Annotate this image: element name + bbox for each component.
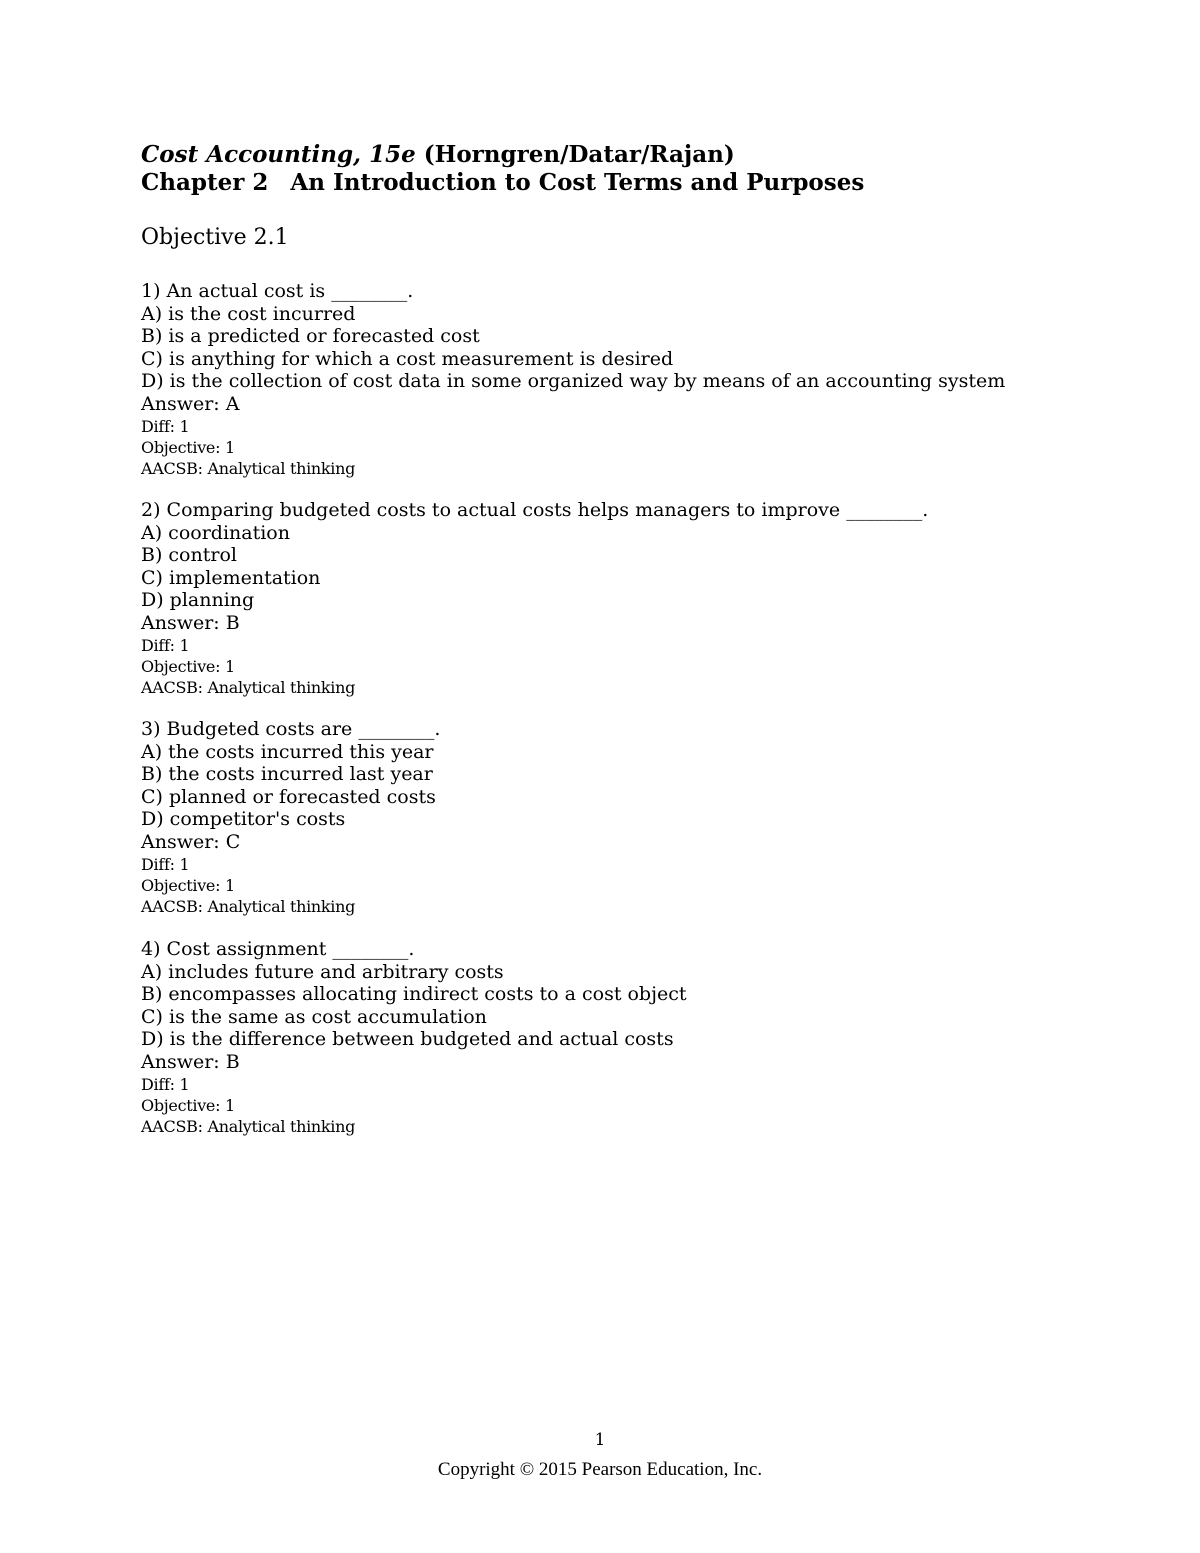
question-2 xyxy=(141,499,1141,698)
question-stem: 3) Budgeted costs are ________. xyxy=(141,718,441,740)
option-d: D) competitor's costs xyxy=(141,808,346,831)
aacsb-tag: AACSB: Analytical thinking xyxy=(141,896,356,916)
option-d: D) is the collection of cost data in some organized way by means of an accounting system xyxy=(141,370,1006,393)
option-c: C) is the same as cost accumulation xyxy=(141,1005,487,1028)
option-b: B) the costs incurred last year xyxy=(141,763,433,786)
chapter-label: Chapter 2 xyxy=(141,169,269,196)
answer: Answer: B xyxy=(141,1050,240,1073)
option-d: D) is the difference between budgeted and actual costs xyxy=(141,1028,674,1051)
option-a: A) is the cost incurred xyxy=(141,302,356,325)
aacsb-tag: AACSB: Analytical thinking xyxy=(141,458,356,478)
copyright-notice: Copyright © 2015 Pearson Education, Inc. xyxy=(437,1459,763,1480)
option-c: C) is anything for which a cost measurement is desired xyxy=(141,347,674,370)
objective-tag: Objective: 1 xyxy=(141,1095,235,1115)
book-title-line xyxy=(141,141,864,169)
objective-tag: Objective: 1 xyxy=(141,437,235,457)
difficulty: Diff: 1 xyxy=(141,635,190,655)
difficulty: Diff: 1 xyxy=(141,1074,190,1094)
answer: Answer: A xyxy=(141,392,240,415)
difficulty: Diff: 1 xyxy=(141,416,190,436)
objective-heading: Objective 2.1 xyxy=(141,225,289,250)
question-1 xyxy=(141,280,1141,479)
option-b: B) encompasses allocating indirect costs to a cost object xyxy=(141,983,687,1006)
option-b: B) control xyxy=(141,544,237,567)
question-3 xyxy=(141,718,1141,917)
objective-tag: Objective: 1 xyxy=(141,875,235,895)
authors: (Horngren/Datar/Rajan) xyxy=(423,141,735,168)
option-a: A) the costs incurred this year xyxy=(141,740,434,763)
question-stem: 4) Cost assignment ________. xyxy=(141,938,415,960)
aacsb-tag: AACSB: Analytical thinking xyxy=(141,677,356,697)
answer: Answer: C xyxy=(141,830,241,853)
option-b: B) is a predicted or forecasted cost xyxy=(141,325,480,348)
answer: Answer: B xyxy=(141,611,240,634)
option-c: C) implementation xyxy=(141,566,321,589)
aacsb-tag: AACSB: Analytical thinking xyxy=(141,1116,356,1136)
document-header xyxy=(141,141,864,197)
book-title: Cost Accounting, xyxy=(141,141,362,168)
page-number: 1 xyxy=(594,1430,606,1450)
option-a: A) includes future and arbitrary costs xyxy=(141,960,504,983)
option-d: D) planning xyxy=(141,589,255,612)
question-4 xyxy=(141,938,1141,1137)
objective-tag: Objective: 1 xyxy=(141,656,235,676)
question-stem: 2) Comparing budgeted costs to actual costs helps managers to improve ________. xyxy=(141,499,929,521)
chapter-title-line xyxy=(141,169,864,197)
option-a: A) coordination xyxy=(141,521,290,544)
question-stem: 1) An actual cost is ________. xyxy=(141,280,414,302)
option-c: C) planned or forecasted costs xyxy=(141,785,436,808)
chapter-title: An Introduction to Cost Terms and Purposes xyxy=(290,169,865,196)
difficulty: Diff: 1 xyxy=(141,854,190,874)
edition: 15e xyxy=(369,141,416,168)
